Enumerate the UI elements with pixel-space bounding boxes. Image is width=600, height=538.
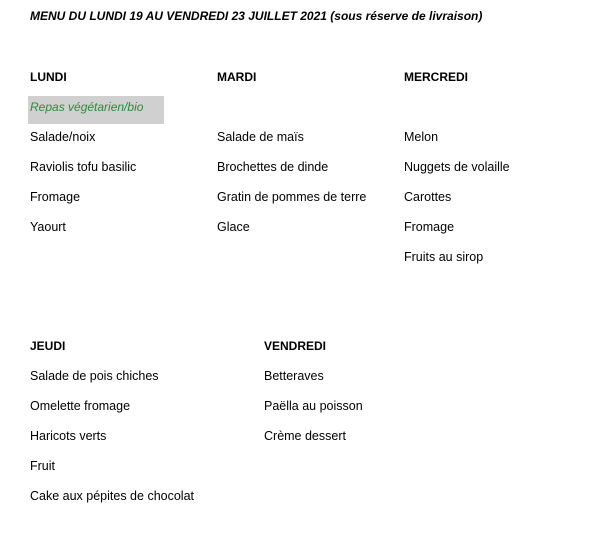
menu-item: Fruits au sirop xyxy=(404,250,484,264)
menu-item: Cake aux pépites de chocolat xyxy=(30,489,194,503)
menu-item: Raviolis tofu basilic xyxy=(30,160,137,174)
menu-item: Fromage xyxy=(404,220,455,234)
day-heading-mardi: MARDI xyxy=(217,70,257,84)
menu-title: MENU DU LUNDI 19 AU VENDREDI 23 JUILLET 2021 (sous réserve de livraison) xyxy=(30,9,483,23)
menu-column-mercredi xyxy=(404,122,510,272)
menu-item: Omelette fromage xyxy=(30,399,131,413)
menu-item: Salade/noix xyxy=(30,130,96,144)
day-heading-lundi: LUNDI xyxy=(30,70,67,84)
menu-item: Yaourt xyxy=(30,220,66,234)
menu-column-vendredi xyxy=(264,361,363,451)
menu-column-lundi xyxy=(30,122,136,242)
menu-item: Betteraves xyxy=(264,369,324,383)
day-heading-mercredi: MERCREDI xyxy=(404,70,469,84)
menu-item: Salade de pois chiches xyxy=(30,369,159,383)
menu-item: Gratin de pommes de terre xyxy=(217,190,367,204)
menu-item: Glace xyxy=(217,220,250,234)
menu-column-mardi xyxy=(217,122,366,242)
day-heading-vendredi: VENDREDI xyxy=(264,339,327,353)
vegetarian-tag: Repas végétarien/bio xyxy=(28,96,164,124)
menu-item: Melon xyxy=(404,130,439,144)
menu-column-jeudi xyxy=(30,361,194,511)
menu-item: Fromage xyxy=(30,190,81,204)
menu-item: Nuggets de volaille xyxy=(404,160,510,174)
menu-item: Crème dessert xyxy=(264,429,346,443)
menu-item: Carottes xyxy=(404,190,452,204)
menu-item: Salade de maïs xyxy=(217,130,304,144)
menu-item: Fruit xyxy=(30,459,55,473)
menu-item: Brochettes de dinde xyxy=(217,160,329,174)
menu-item: Paëlla au poisson xyxy=(264,399,363,413)
day-heading-jeudi: JEUDI xyxy=(30,339,66,353)
menu-item: Haricots verts xyxy=(30,429,107,443)
